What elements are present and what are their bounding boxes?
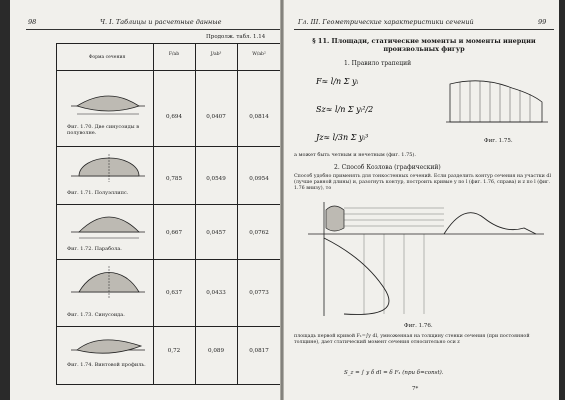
row1-caption: Фиг. 1.70. Две синусоиды в полуволне.	[67, 124, 140, 136]
col-header-shape: Форма сечения	[88, 55, 126, 60]
row5-W: 0,0817	[249, 348, 269, 354]
area-paragraph: площадь первой кривой F₁=∫y dl, умноженная на толщину стенки сечения (при постоянной толщине), дает статический момент сечения относительно оси z	[294, 334, 530, 345]
row5-J: 0,089	[207, 348, 224, 354]
row3-J: 0,0457	[206, 230, 226, 236]
row3-caption: Фиг. 1.72. Парабола.	[67, 246, 122, 252]
row2-caption: Фиг. 1.71. Полуэллипс.	[67, 190, 129, 196]
figure-screw-profile	[69, 332, 147, 360]
figure-half-ellipse	[69, 152, 147, 186]
left-page-number: 98	[28, 18, 37, 26]
table-continuation: Продолж. табл. 1.14	[206, 34, 266, 40]
left-page	[10, 0, 280, 400]
row2-J: 0,0549	[206, 176, 226, 182]
signature-mark: 7*	[412, 386, 419, 392]
figure-1-76	[304, 198, 554, 318]
method2-heading: 2. Способ Козлова (графический)	[334, 164, 441, 171]
section-title: § 11. Площади, статические моменты и моменты инерции произвольных фигур	[312, 37, 536, 53]
figure-parabola	[69, 210, 147, 242]
kozlov-paragraph: Способ удобно применять для тонкостенных сечений. Если разделить контур сечения на участки dl (лучше равной длины) и, разогнуть контур, построить кривые y по l (фиг. 1.76, справа) и z по l (фиг. 1.76 внизу), то	[294, 174, 551, 191]
row4-J: 0,0433	[206, 290, 226, 296]
method1-heading: 1. Правило трапеций	[344, 60, 412, 67]
fig76-caption: Фиг. 1.76.	[404, 323, 433, 329]
after-formulas-text: а может быть четным и нечетным (фиг. 1.75).	[294, 152, 416, 158]
right-running-head: Гл. III. Геометрические характеристики сечений	[298, 18, 474, 26]
col-header-J: J/ab³	[210, 52, 222, 57]
figure-two-sinusoids	[69, 84, 147, 122]
static-moment-formula: S_z = ∫ y δ dl = δ F₁ (при δ=const).	[344, 370, 444, 376]
trapezoid-formulas	[314, 70, 404, 150]
left-running-head: Ч. I. Таблицы и расчетные данные	[100, 18, 222, 26]
row1-J: 0,0407	[206, 114, 226, 120]
right-page	[284, 0, 559, 400]
col-header-W: W/ab²	[252, 52, 266, 57]
figure-sinusoid	[69, 264, 147, 304]
row2-W: 0,0954	[249, 176, 269, 182]
row5-caption: Фиг. 1.74. Винтовой профиль.	[67, 362, 146, 368]
row4-W: 0,0773	[249, 290, 269, 296]
row4-F: 0,637	[165, 290, 182, 296]
right-page-number: 99	[538, 18, 547, 26]
svg-text:F≈ l/n Σ yᵢ: F≈ l/n Σ yᵢ	[316, 77, 359, 86]
header-rule-right	[294, 29, 554, 30]
svg-text:Jz≈ l/3n Σ yᵢ³: Jz≈ l/3n Σ yᵢ³	[316, 133, 369, 142]
row1-F: 0,694	[165, 114, 182, 120]
row4-caption: Фиг. 1.73. Синусоида.	[67, 312, 125, 318]
figure-1-75	[442, 72, 552, 134]
row3-F: 0,667	[165, 230, 182, 236]
row5-F: 0,72	[167, 348, 181, 354]
col-header-F: F/ab	[168, 52, 180, 57]
row1-W: 0,0814	[249, 114, 269, 120]
properties-table	[56, 43, 280, 385]
header-rule	[26, 29, 280, 30]
row2-F: 0,785	[165, 176, 182, 182]
row3-W: 0,0762	[249, 230, 269, 236]
svg-text:Sz≈ l/n Σ yᵢ²/2: Sz≈ l/n Σ yᵢ²/2	[316, 105, 374, 114]
fig75-caption: Фиг. 1.75.	[484, 138, 513, 144]
